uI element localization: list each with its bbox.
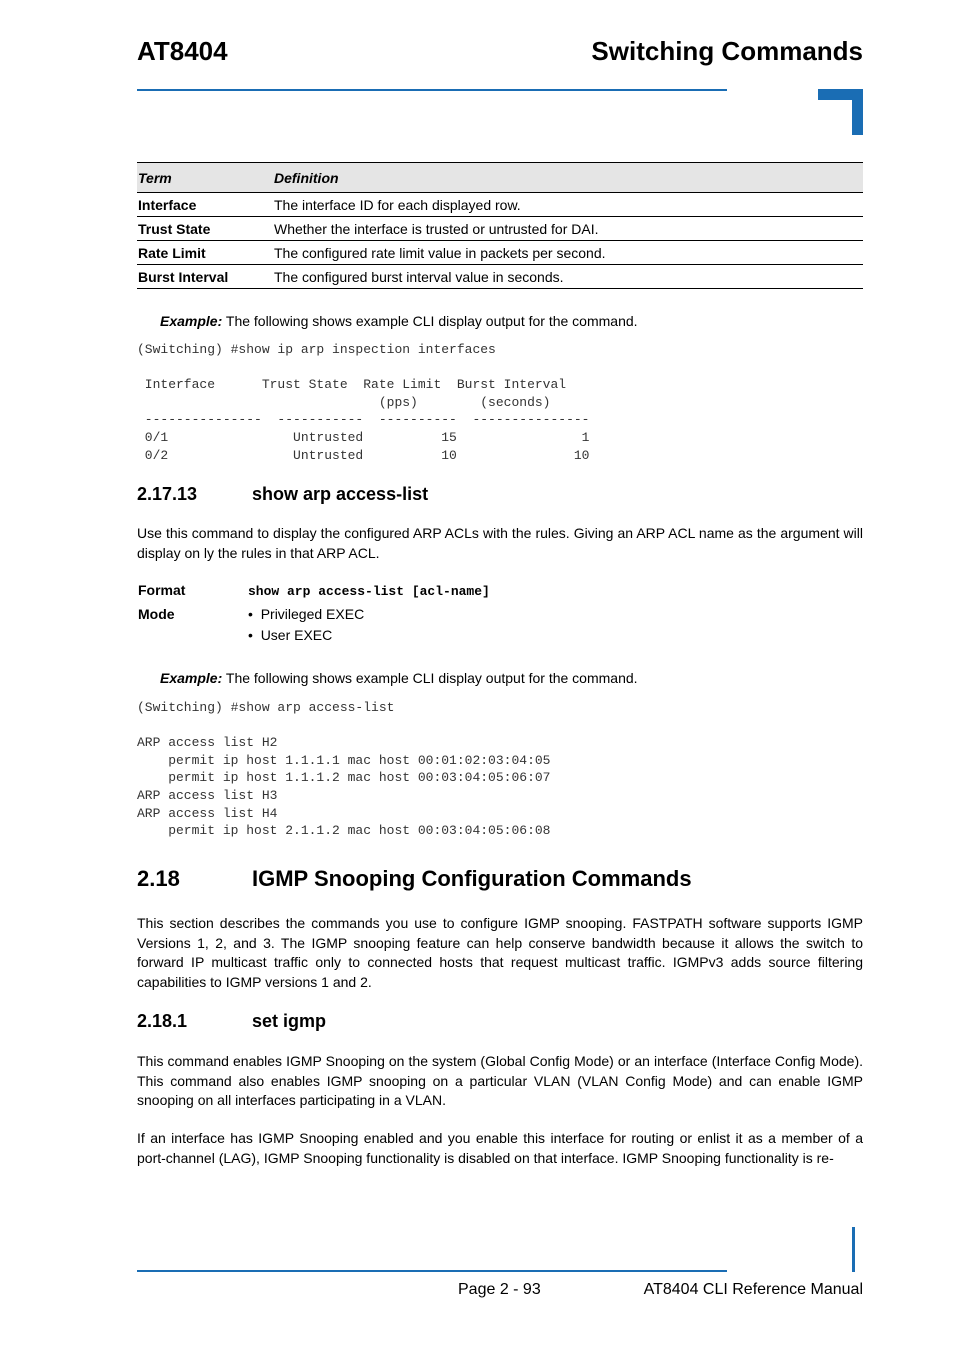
- example-caption: [160, 313, 638, 329]
- term-cell: Trust State: [137, 217, 273, 241]
- format-value: show arp access-list [acl-name]: [248, 584, 490, 599]
- term-cell: Burst Interval: [137, 265, 273, 289]
- header-chapter: Switching Commands: [591, 36, 863, 66]
- footer-rule: [137, 1270, 727, 1272]
- section-title: IGMP Snooping Configuration Commands: [252, 866, 692, 891]
- cli-output-arp-inspection: (Switching) #show ip arp inspection interfaces Interface Trust State Rate Limit Burst Interval (pps) (seconds) --------------- ----------- ---------- --------------- 0/1 Untrusted 15 1 0/2 Untrusted 10 10: [137, 342, 590, 463]
- header-product: AT8404: [137, 36, 228, 66]
- definition-cell: The interface ID for each displayed row.: [273, 193, 863, 217]
- section-paragraph: Use this command to display the configured ARP ACLs with the rules. Giving an ARP ACL name as the argument will display on ly the rules in that ARP ACL.: [137, 525, 863, 561]
- example-label: Example:: [160, 670, 223, 686]
- section-paragraph: This command enables IGMP Snooping on the system (Global Config Mode) or an interface (Interface Config Mode). This command also enables IGMP snooping on a particular VLAN (VLAN Config Mode) and can enable IGMP snooping on all interfaces participating in a VLAN.: [137, 1053, 863, 1108]
- term-cell: Rate Limit: [137, 241, 273, 265]
- table-row: [137, 193, 863, 217]
- section-paragraph: This section describes the commands you use to configure IGMP snooping. FASTPATH software supports IGMP Versions 1, 2, and 3. The IGMP snooping feature can help conserve bandwidth because it allows the switch to forward IP multicast traffic only to connected hosts that request multicast traffic. IGMPv3 adds source filtering capabilities to IGMP versions 1 and 2.: [137, 915, 863, 990]
- footer-corner-mark: [852, 1227, 863, 1272]
- example-label: Example:: [160, 313, 223, 329]
- format-label: Format: [138, 582, 186, 598]
- definition-cell: The configured burst interval value in seconds.: [273, 265, 863, 289]
- example-text: The following shows example CLI display output for the command.: [222, 313, 638, 329]
- table-header-definition: Definition: [273, 163, 863, 193]
- cli-output-arp-access-list: (Switching) #show arp access-list ARP access list H2 permit ip host 1.1.1.1 mac host 00:01:02:03:04:05 permit ip host 1.1.1.2 mac host 00:03:04:05:06:07 ARP access list H3 ARP access list H4 permit ip host 2.1.1.2 mac host 00:03:04:05:06:08: [137, 700, 551, 839]
- table-row: [137, 217, 863, 241]
- header-corner-mark: [818, 89, 863, 135]
- mode-label: Mode: [138, 606, 175, 622]
- table-header-term: Term: [137, 163, 273, 193]
- example-caption: [160, 670, 638, 686]
- table-row: [137, 241, 863, 265]
- definition-cell: The configured rate limit value in packets per second.: [273, 241, 863, 265]
- table-header-row: [137, 163, 863, 193]
- term-cell: Interface: [137, 193, 273, 217]
- mode-item: • Privileged EXEC: [248, 606, 365, 622]
- section-title: set igmp: [252, 1011, 327, 1031]
- section-number: 2.18: [137, 866, 180, 891]
- table-row: [137, 265, 863, 289]
- manual-title: AT8404 CLI Reference Manual: [643, 1281, 863, 1298]
- mode-item: • User EXEC: [248, 627, 333, 643]
- section-number: 2.17.13: [137, 484, 198, 504]
- section-paragraph: If an interface has IGMP Snooping enabled and you enable this interface for routing or enlist it as a member of a port-channel (LAG), IGMP Snooping functionality is disabled on that interface. IGMP Snooping functionality is re-: [137, 1130, 863, 1166]
- term-definition-table: [137, 162, 863, 289]
- header-rule: [137, 89, 727, 91]
- example-text: The following shows example CLI display output for the command.: [222, 670, 638, 686]
- section-number: 2.18.1: [137, 1011, 188, 1031]
- page-number: Page 2 - 93: [458, 1281, 541, 1298]
- definition-cell: Whether the interface is trusted or untrusted for DAI.: [273, 217, 863, 241]
- section-title: show arp access-list: [252, 484, 429, 504]
